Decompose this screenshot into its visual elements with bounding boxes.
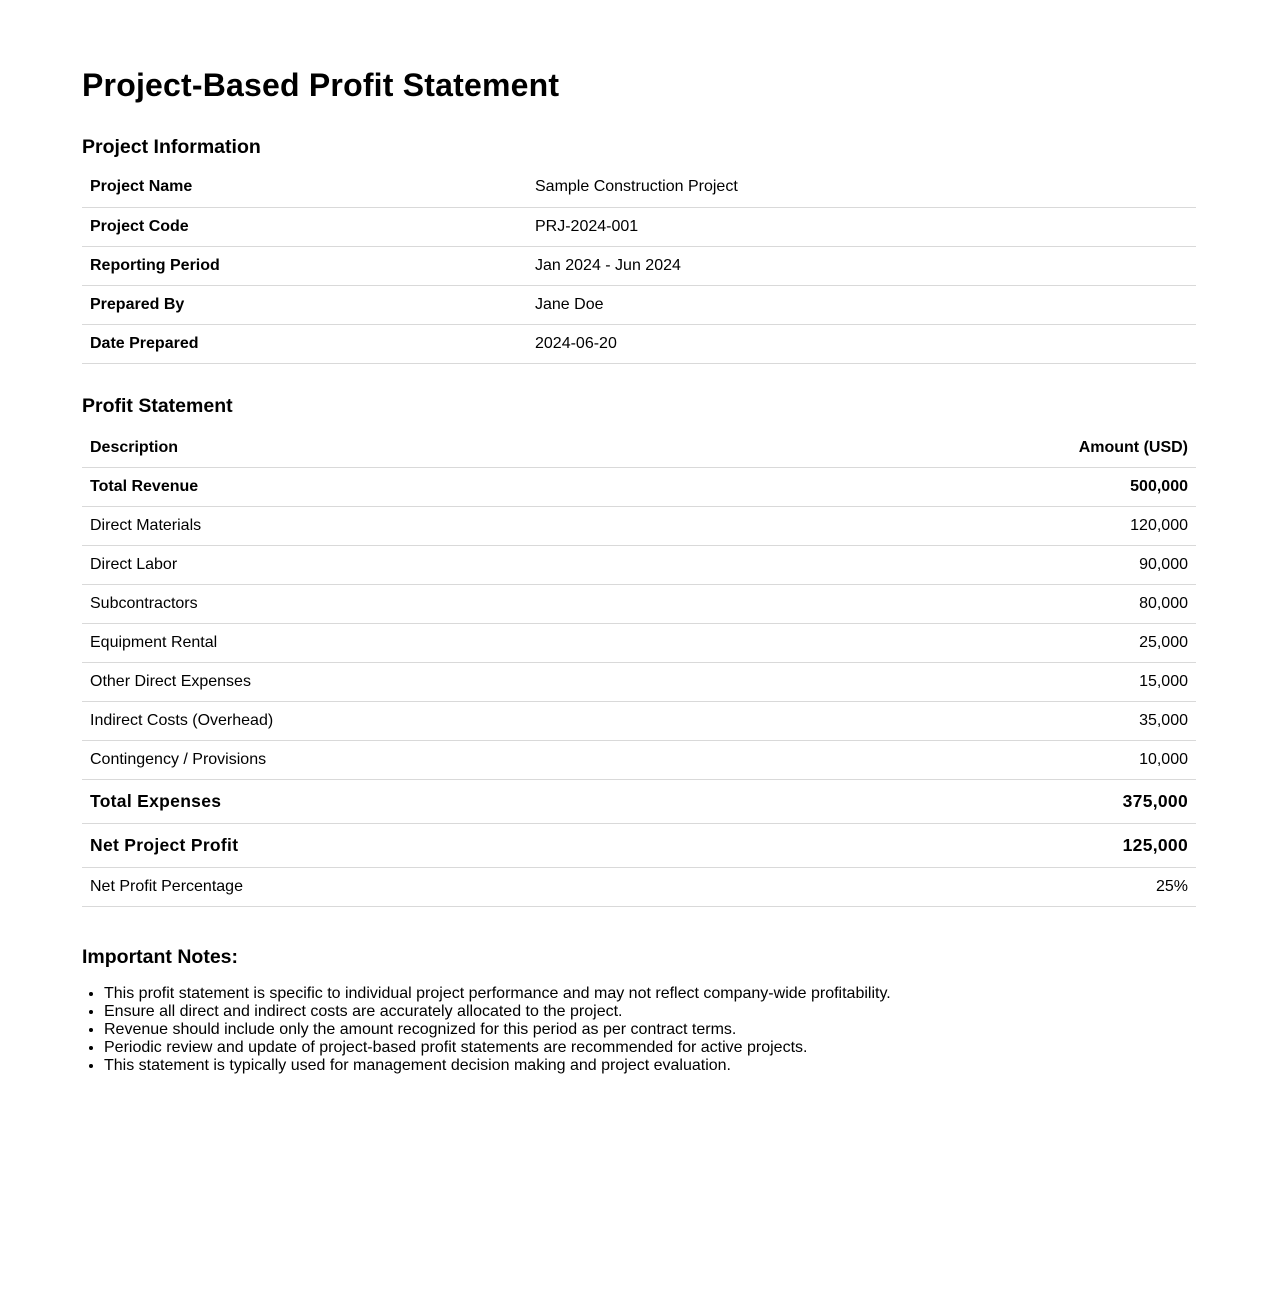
row-amount: 10,000 — [1139, 751, 1188, 768]
row-subcontractors — [82, 585, 1196, 624]
row-amount: 15,000 — [1139, 673, 1188, 690]
info-row-reporting-period — [82, 246, 1196, 285]
row-amount: 120,000 — [1130, 517, 1188, 534]
info-row-project-code — [82, 207, 1196, 246]
row-contingency — [82, 741, 1196, 780]
profit-statement-heading: Profit Statement — [82, 394, 233, 417]
profit-statement-table — [82, 429, 1196, 908]
row-amount: 90,000 — [1139, 556, 1188, 573]
info-row-date-prepared — [82, 324, 1196, 363]
page-title: Project-Based Profit Statement — [82, 67, 560, 103]
row-amount: 125,000 — [1122, 835, 1188, 855]
row-other-direct-expenses — [82, 663, 1196, 702]
row-description: Subcontractors — [90, 595, 198, 612]
info-row-project-name — [82, 168, 1196, 207]
row-amount: 500,000 — [1130, 478, 1188, 495]
row-amount: 80,000 — [1139, 595, 1188, 612]
row-description: Other Direct Expenses — [90, 673, 251, 690]
info-label: Reporting Period — [90, 256, 220, 274]
list-item: • Ensure all direct and indirect costs are accurately allocated to the project. — [104, 1003, 1196, 1021]
row-amount: 25,000 — [1139, 634, 1188, 651]
row-description: Net Project Profit — [90, 835, 239, 855]
project-info-heading: Project Information — [82, 136, 261, 158]
row-description: Contingency / Provisions — [90, 751, 267, 768]
row-description: Indirect Costs (Overhead) — [90, 712, 274, 729]
notes-heading: Important Notes: — [82, 946, 238, 968]
list-item: • Revenue should include only the amount recognized for this period as per contract terms. — [104, 1021, 1196, 1039]
info-row-prepared-by — [82, 285, 1196, 324]
info-value: PRJ-2024-001 — [535, 217, 639, 235]
project-info-table — [82, 168, 1196, 364]
list-item: • Periodic review and update of project-based profit statements are recommended for active projects. — [104, 1039, 1196, 1057]
info-label: Project Name — [90, 178, 193, 196]
row-amount: 375,000 — [1122, 791, 1188, 811]
info-label: Project Code — [90, 217, 189, 235]
info-value: 2024-06-20 — [535, 334, 617, 352]
row-direct-labor — [82, 546, 1196, 585]
row-direct-materials — [82, 507, 1196, 546]
info-value: Jane Doe — [535, 295, 604, 313]
row-total-expenses — [82, 780, 1196, 824]
row-description: Direct Materials — [90, 517, 202, 534]
row-indirect-costs — [82, 702, 1196, 741]
row-equipment-rental — [82, 624, 1196, 663]
row-net-project-profit — [82, 824, 1196, 868]
row-description: Direct Labor — [90, 556, 178, 573]
info-value: Jan 2024 - Jun 2024 — [535, 256, 681, 274]
info-label: Prepared By — [90, 295, 185, 313]
notes-list — [82, 985, 1196, 1075]
list-item: • This statement is typically used for management decision making and project evaluation. — [104, 1057, 1196, 1075]
amount-column-header: Amount (USD) — [1078, 438, 1188, 456]
info-value: Sample Construction Project — [535, 178, 738, 196]
list-item: • This profit statement is specific to individual project performance and may not reflect company-wide profitability. — [104, 985, 1196, 1003]
row-description: Total Expenses — [90, 791, 222, 811]
row-total-revenue — [82, 468, 1196, 507]
row-amount: 35,000 — [1139, 712, 1188, 729]
row-net-profit-percentage — [82, 868, 1196, 907]
row-description: Net Profit Percentage — [90, 878, 243, 895]
info-label: Date Prepared — [90, 334, 199, 352]
table-header-row — [82, 429, 1196, 468]
row-description: Total Revenue — [90, 478, 199, 495]
row-description: Equipment Rental — [90, 634, 218, 651]
description-column-header: Description — [90, 438, 179, 456]
row-amount: 25% — [1155, 878, 1188, 895]
